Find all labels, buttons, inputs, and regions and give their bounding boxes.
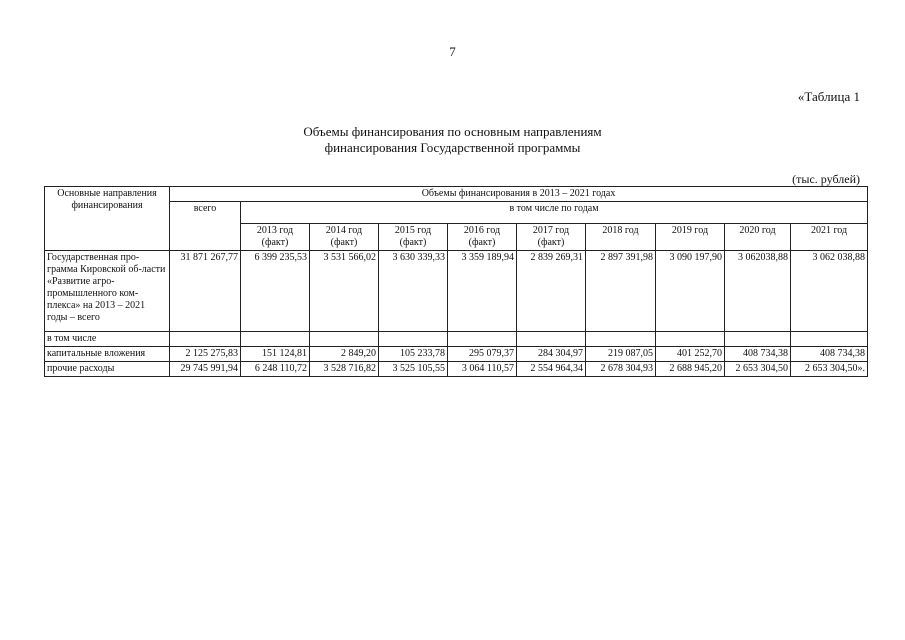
- row-value: 2 653 304,50: [725, 362, 791, 377]
- table-row-capital-investments: [45, 347, 868, 362]
- row-value: 408 734,38: [791, 347, 868, 362]
- table-caption: «Таблица 1: [797, 89, 860, 104]
- row-value: 6 248 110,72: [241, 362, 310, 377]
- row-total: 31 871 267,77: [170, 251, 241, 332]
- row-total: [170, 332, 241, 347]
- row-value: [241, 332, 310, 347]
- row-value: 3 630 339,33: [379, 251, 448, 332]
- year-header: 2021 год: [791, 224, 868, 251]
- row-label: Государственная про-грамма Кировской об-ласти «Развитие агро-промышленного ком-плекса» на 2013 – 2021 годы – всего: [45, 251, 170, 332]
- row-value: [586, 332, 656, 347]
- header-by-years: в том числе по годам: [241, 202, 868, 224]
- row-value: 2 554 964,34: [517, 362, 586, 377]
- row-label: капитальные вложения: [45, 347, 170, 362]
- row-value: 2 678 304,93: [586, 362, 656, 377]
- row-value: 2 897 391,98: [586, 251, 656, 332]
- row-value: 3 062038,88: [725, 251, 791, 332]
- row-value: 2 688 945,20: [656, 362, 725, 377]
- row-value: 3 528 716,82: [310, 362, 379, 377]
- year-header: 2015 год (факт): [379, 224, 448, 251]
- unit-note: (тыс. рублей): [792, 172, 860, 186]
- row-value: 6 399 235,53: [241, 251, 310, 332]
- year-header: 2017 год (факт): [517, 224, 586, 251]
- year-header: 2019 год: [656, 224, 725, 251]
- header-volumes: Объемы финансирования в 2013 – 2021 годах: [170, 187, 868, 202]
- row-value: 151 124,81: [241, 347, 310, 362]
- table-row-program-total: [45, 251, 868, 332]
- year-header: 2014 год (факт): [310, 224, 379, 251]
- row-value: 401 252,70: [656, 347, 725, 362]
- title-line-1: Объемы финансирования по основным направлениям: [303, 124, 602, 139]
- table-row-including: [45, 332, 868, 347]
- table-row-other-expenses: [45, 362, 868, 377]
- header-direction: Основные направления финансирования: [45, 187, 170, 251]
- row-value: [310, 332, 379, 347]
- row-value: 105 233,78: [379, 347, 448, 362]
- financing-table: [44, 186, 868, 377]
- row-value: 408 734,38: [725, 347, 791, 362]
- row-value: 3 359 189,94: [448, 251, 517, 332]
- row-value: [379, 332, 448, 347]
- row-value: 219 087,05: [586, 347, 656, 362]
- year-header: 2018 год: [586, 224, 656, 251]
- row-value: [517, 332, 586, 347]
- row-value: 295 079,37: [448, 347, 517, 362]
- year-header: 2016 год (факт): [448, 224, 517, 251]
- row-value: [725, 332, 791, 347]
- year-header: 2020 год: [725, 224, 791, 251]
- header-total: всего: [170, 202, 241, 251]
- row-label: прочие расходы: [45, 362, 170, 377]
- header-row-1: [45, 187, 868, 202]
- row-value: 3 062 038,88: [791, 251, 868, 332]
- row-value: [791, 332, 868, 347]
- row-value: 3 531 566,02: [310, 251, 379, 332]
- title-line-2: финансирования Государственной программы: [324, 140, 581, 155]
- row-value: 3 525 105,55: [379, 362, 448, 377]
- row-total: 2 125 275,83: [170, 347, 241, 362]
- row-label: в том числе: [45, 332, 170, 347]
- row-value: 3 064 110,57: [448, 362, 517, 377]
- row-value: 284 304,97: [517, 347, 586, 362]
- page-number: 7: [449, 44, 456, 59]
- row-value: 3 090 197,90: [656, 251, 725, 332]
- row-value: [656, 332, 725, 347]
- row-value: 2 653 304,50».: [791, 362, 868, 377]
- row-total: 29 745 991,94: [170, 362, 241, 377]
- year-header: 2013 год (факт): [241, 224, 310, 251]
- row-value: 2 849,20: [310, 347, 379, 362]
- row-value: [448, 332, 517, 347]
- document-title: [0, 124, 905, 156]
- row-value: 2 839 269,31: [517, 251, 586, 332]
